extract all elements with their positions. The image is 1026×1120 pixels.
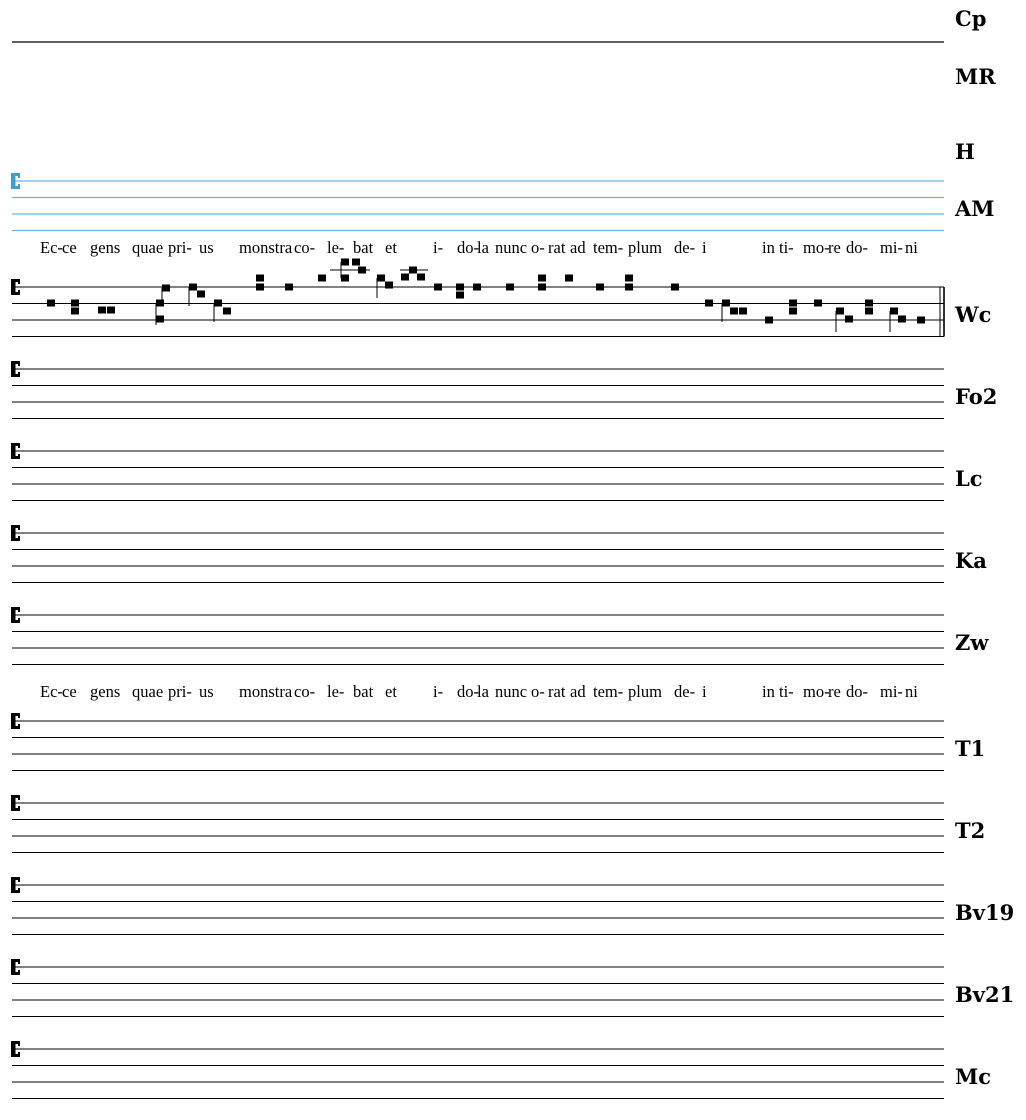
neume: [596, 284, 604, 291]
lyric-syllable: co-: [294, 238, 316, 257]
lyric-syllable: le-: [327, 682, 345, 701]
lyric-syllable: quae: [132, 682, 164, 701]
lyric-syllable: mo-: [803, 682, 830, 701]
neume: [189, 284, 205, 298]
neume: [625, 275, 633, 291]
lyric-syllable: la: [477, 238, 489, 257]
lyric-syllable: tem-: [593, 238, 624, 257]
lyric-syllable: o-: [531, 682, 545, 701]
lyric-syllable: ni: [905, 238, 918, 257]
neume: [789, 300, 797, 315]
lyric-syllable: do-: [846, 682, 868, 701]
neume: [377, 275, 393, 289]
staves-layer: [11, 42, 944, 1099]
lyric-syllable: plum: [628, 682, 662, 701]
lyric-syllable: rat: [548, 682, 566, 701]
neume: [865, 300, 873, 315]
lyric-syllable: la: [477, 682, 489, 701]
neume: [565, 275, 573, 282]
lyric-syllable: et: [385, 682, 397, 701]
lyric-syllable: gens: [90, 682, 121, 701]
lyric-syllable: nunc: [495, 238, 528, 257]
lyric-syllable: de-: [674, 682, 696, 701]
lyric-syllable: in: [762, 682, 775, 701]
lyric-syllable: re: [828, 682, 841, 701]
siglum-bv19: Bv19: [955, 900, 1015, 925]
lyric-syllable: tem-: [593, 682, 624, 701]
lyric-syllable: pri-: [168, 682, 192, 701]
lyric-syllable: o-: [531, 238, 545, 257]
lyric-syllable: us: [199, 238, 214, 257]
siglum-h: H: [955, 139, 975, 164]
lyric-syllable: i-: [433, 682, 444, 701]
neume: [47, 300, 55, 307]
neume: [765, 317, 773, 324]
neume: [285, 284, 293, 291]
lyric-syllable: Ec-: [40, 682, 63, 701]
neume: [162, 285, 170, 292]
lyric-syllable: monstra: [239, 238, 293, 257]
lyric-syllable: ad: [570, 682, 586, 701]
neume: [214, 300, 231, 315]
neume: [456, 284, 464, 299]
neume: [318, 275, 326, 282]
siglum-wc: Wc: [955, 302, 992, 327]
siglum-lc: Lc: [955, 466, 983, 491]
lyric-syllable: re: [828, 238, 841, 257]
lyric-syllable: bat: [353, 238, 374, 257]
neume: [538, 275, 546, 291]
lyric-syllable: ni: [905, 682, 918, 701]
lyric-syllable: do-: [457, 682, 479, 701]
lyric-syllable: mi-: [880, 682, 903, 701]
siglum-am: AM: [955, 196, 995, 221]
neume: [814, 300, 822, 307]
siglum-fo2: Fo2: [955, 384, 998, 409]
lyric-syllable: ce: [62, 238, 77, 257]
lyric-syllable: nunc: [495, 682, 528, 701]
neume: [506, 284, 514, 291]
lyric-syllable: rat: [548, 238, 566, 257]
siglum-bv21: Bv21: [955, 982, 1015, 1007]
neume: [156, 300, 164, 323]
neume: [401, 267, 425, 281]
lyric-syllable: mi-: [880, 238, 903, 257]
neume: [705, 300, 713, 307]
lyric-syllable: ad: [570, 238, 586, 257]
lyric-syllable: i-: [433, 238, 444, 257]
neume: [722, 300, 747, 315]
siglum-mc: Mc: [955, 1064, 992, 1089]
lyric-syllable: do-: [457, 238, 479, 257]
neume: [71, 300, 79, 315]
lyric-syllable: et: [385, 238, 397, 257]
lyric-syllable: i: [702, 682, 707, 701]
lyric-syllable: Ec-: [40, 238, 63, 257]
siglum-zw: Zw: [955, 630, 989, 655]
lyric-syllable: ce: [62, 682, 77, 701]
lyric-syllable: mo-: [803, 238, 830, 257]
siglum-ka: Ka: [955, 548, 987, 573]
lyric-syllable: quae: [132, 238, 164, 257]
lyric-syllable: ti-: [779, 238, 794, 257]
lyric-syllable: us: [199, 682, 214, 701]
neume: [473, 284, 481, 291]
siglum-t2: T2: [955, 818, 986, 843]
lyric-syllable: monstra: [239, 682, 293, 701]
neume: [256, 275, 264, 291]
neume: [890, 308, 925, 324]
siglum-mr: MR: [955, 64, 996, 89]
lyric-syllable: de-: [674, 238, 696, 257]
neume: [434, 284, 442, 291]
lyric-syllable: pri-: [168, 238, 192, 257]
lyric-syllable: i: [702, 238, 707, 257]
lyric-syllable: ti-: [779, 682, 794, 701]
lyric-syllable: gens: [90, 238, 121, 257]
neume-layer: [47, 259, 925, 333]
lyric-syllable: in: [762, 238, 775, 257]
siglum-cp: Cp: [955, 6, 987, 31]
neume: [671, 284, 679, 291]
lyric-syllable: bat: [353, 682, 374, 701]
neume: [98, 307, 115, 314]
lyric-syllable: le-: [327, 238, 345, 257]
siglum-t1: T1: [955, 736, 986, 761]
lyric-syllable: do-: [846, 238, 868, 257]
lyric-syllable: co-: [294, 682, 316, 701]
lyric-syllable: plum: [628, 238, 662, 257]
